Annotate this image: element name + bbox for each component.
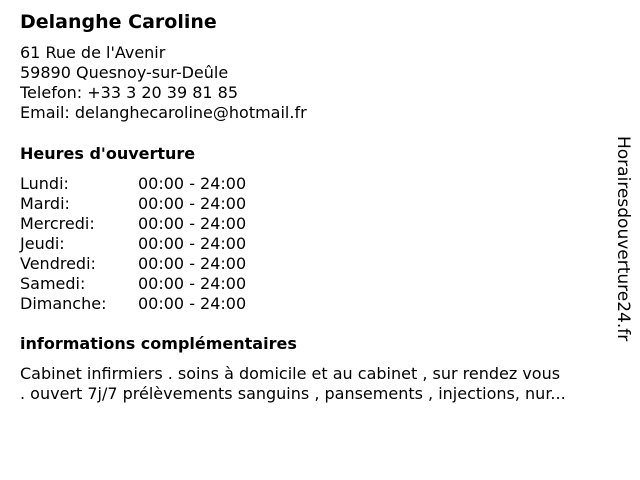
time-range: 00:00 - 24:00 — [138, 194, 247, 213]
time-range: 00:00 - 24:00 — [138, 174, 247, 193]
time-range: 00:00 - 24:00 — [138, 214, 247, 233]
day-label: Vendredi: — [20, 254, 96, 273]
opening-hours-table — [20, 174, 246, 314]
additional-info-heading: informations complémentaires — [20, 334, 297, 353]
hours-row-sunday — [20, 294, 246, 314]
opening-hours-heading: Heures d'ouverture — [20, 144, 196, 163]
time-range: 00:00 - 24:00 — [138, 234, 247, 253]
watermark-text: Horairesdouverture24.fr — [613, 136, 633, 342]
day-label: Samedi: — [20, 274, 86, 293]
description-line: . ouvert 7j/7 prélèvements sanguins , pansements , injections, nur... — [20, 384, 566, 403]
hours-row-thursday — [20, 234, 246, 254]
day-label: Jeudi: — [20, 234, 65, 253]
hours-row-wednesday — [20, 214, 246, 234]
day-label: Dimanche: — [20, 294, 107, 313]
hours-row-friday — [20, 254, 246, 274]
business-name: Delanghe Caroline — [20, 11, 217, 33]
address-street: 61 Rue de l'Avenir — [20, 43, 166, 62]
time-range: 00:00 - 24:00 — [138, 254, 247, 273]
address-city: 59890 Quesnoy-sur-Deûle — [20, 63, 229, 82]
email-address: Email: delanghecaroline@hotmail.fr — [20, 103, 307, 122]
contact-block — [20, 43, 307, 123]
hours-row-saturday — [20, 274, 246, 294]
hours-row-tuesday — [20, 194, 246, 214]
time-range: 00:00 - 24:00 — [138, 294, 247, 313]
description-line: Cabinet infirmiers . soins à domicile et au cabinet , sur rendez vous — [20, 364, 561, 383]
day-label: Lundi: — [20, 174, 69, 193]
day-label: Mardi: — [20, 194, 70, 213]
site-watermark — [612, 136, 634, 368]
day-label: Mercredi: — [20, 214, 95, 233]
time-range: 00:00 - 24:00 — [138, 274, 247, 293]
phone-number: Telefon: +33 3 20 39 81 85 — [20, 83, 239, 102]
hours-row-monday — [20, 174, 246, 194]
additional-info-text — [20, 364, 620, 404]
